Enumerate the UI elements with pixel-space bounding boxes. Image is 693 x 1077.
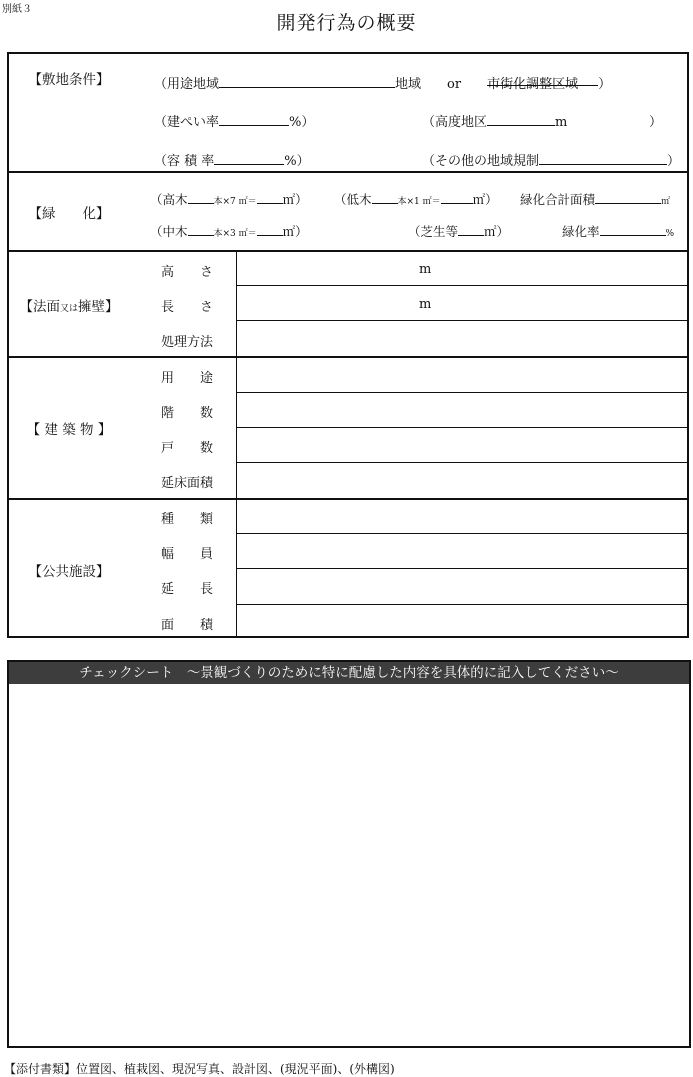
close-paren: ） [649,115,663,130]
low-tree-label: （低木 [334,192,372,207]
zone-suffix: 地域 [395,77,422,92]
divider [9,498,687,500]
far-field[interactable] [214,152,284,165]
mid-tree-label: （中木 [150,224,188,239]
lawn-label: （芝生等 [408,224,459,239]
public-type-label: 種 類 [161,512,214,527]
tall-tree-row [150,190,308,208]
green-total-field[interactable] [595,191,661,204]
or-text: or [447,77,462,92]
check-sheet-header: チェックシート ～景観づくりのために特に配慮した内容を具体的に記入してください～ [9,662,689,684]
m2-close: ㎡） [282,192,308,207]
mid-tree-area-field[interactable] [257,223,283,236]
green-total-label: 緑化合計面積 [520,192,596,207]
overview-form [7,52,689,638]
document-id: 別紙３ [2,4,32,15]
slope-treatment-label: 処理方法 [161,335,214,350]
site-conditions-heading: 【敷地条件】 [28,72,110,88]
lawn-area-field[interactable] [458,223,484,236]
other-regulation-label: （その他の地域規制 [422,154,540,169]
slope-length-unit: m [419,297,432,312]
percent-unit: % [665,229,675,239]
row-line [236,533,687,534]
public-facilities-heading: 【公共施設】 [28,564,110,580]
height-district-field[interactable] [487,113,555,126]
height-district-unit: m [555,115,568,130]
coverage-field[interactable] [219,113,289,126]
green-total-row [520,190,670,208]
slope-height-unit: m [419,262,432,277]
building-units-label: 戸 数 [161,441,214,456]
row-line [236,392,687,393]
urbanization-label: 市街化調整区域 [487,73,598,86]
public-length-label: 延 長 [161,582,214,597]
low-tree-count-field[interactable] [372,191,398,204]
tall-tree-label: （高木 [150,192,188,207]
row-line [236,285,687,286]
low-tree-mult: 本×1 ㎡＝ [397,197,441,207]
m2-close: ㎡） [484,224,510,239]
m2-close: ㎡） [472,192,498,207]
slope-length-label: 長 さ [161,300,214,315]
row-line [236,320,687,321]
height-district-row [422,111,567,130]
row-line [236,568,687,569]
mid-tree-count-field[interactable] [188,223,214,236]
mid-tree-row [150,222,308,240]
close-paren: ） [667,154,681,169]
tall-tree-mult: 本×7 ㎡＝ [213,197,257,207]
page-title: 開発行為の概要 [276,12,417,34]
low-tree-area-field[interactable] [441,191,473,204]
greening-heading: 【緑 化】 [28,206,110,222]
height-district-label: （高度地区 [422,115,488,130]
far-label: （容 積 率 [154,154,215,169]
divider [9,171,687,173]
row-line [236,604,687,605]
column-divider [236,251,237,636]
use-zone-field[interactable] [219,75,395,88]
use-zone-row [154,73,611,92]
attachments-note: 【添付書類】位置図、植栽図、現況写真、設計図、(現況平面)、(外構図) [4,1062,395,1076]
slope-height-label: 高 さ [161,265,214,280]
m2-unit: ㎡ [661,197,671,207]
tall-tree-area-field[interactable] [257,191,283,204]
public-width-label: 幅 員 [161,547,214,562]
row-line [236,462,687,463]
far-unit: %） [284,154,310,169]
coverage-label: （建ぺい率 [154,115,220,130]
check-sheet-body[interactable] [9,684,689,1046]
building-floors-label: 階 数 [161,406,214,421]
other-regulation-row [422,150,680,169]
public-area-label: 面 積 [161,618,214,633]
green-ratio-label: 緑化率 [562,224,600,239]
building-heading: 【 建 築 物 】 [26,422,112,438]
coverage-unit: %） [289,115,315,130]
m2-close: ㎡） [282,224,308,239]
check-sheet [7,660,691,1048]
use-zone-label: （用途地域 [154,77,220,92]
green-ratio-row [562,222,674,240]
far-row [154,150,310,169]
coverage-row [154,111,314,130]
lawn-row [408,222,509,240]
building-use-label: 用 途 [161,371,214,386]
slope-heading: 【法面又は擁壁】 [19,299,119,315]
building-floor-area-label: 延床面積 [161,476,214,491]
other-regulation-field[interactable] [539,152,667,165]
close-paren: ） [598,77,612,92]
mid-tree-mult: 本×3 ㎡＝ [213,229,257,239]
green-ratio-field[interactable] [600,223,666,236]
divider [9,250,687,252]
tall-tree-count-field[interactable] [188,191,214,204]
low-tree-row [334,190,498,208]
divider [9,356,687,358]
row-line [236,427,687,428]
